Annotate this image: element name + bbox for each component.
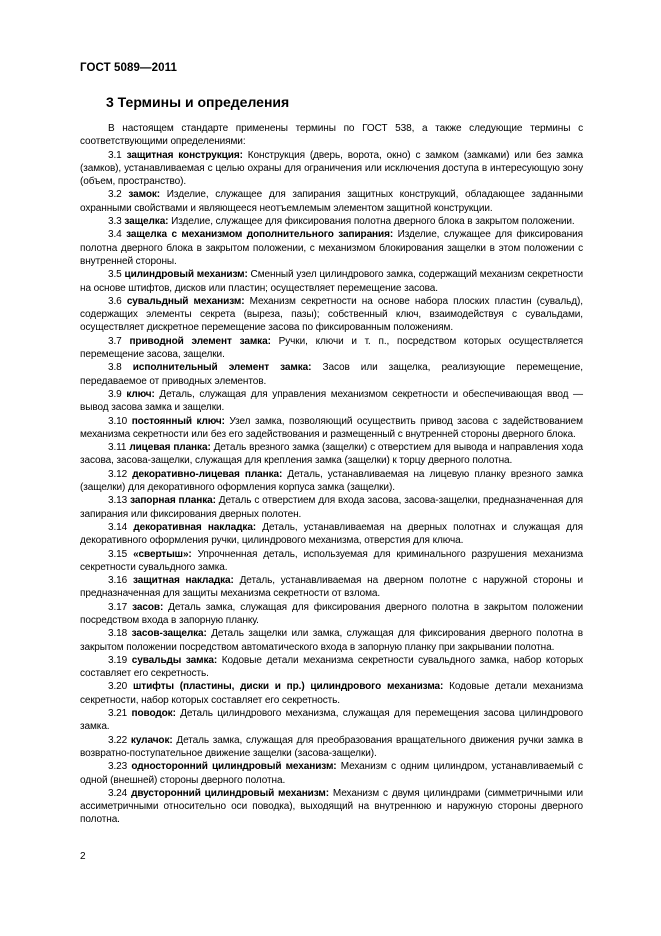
term-definition: Деталь защелки или замка, служащая для фиксирования дверного полотна в закрытом положении посредством автоматического входа в запорную планку при закрывании полотна. <box>80 628 584 653</box>
term-number: 3.8 <box>108 362 122 374</box>
term-number: 3.5 <box>108 269 122 281</box>
term-number: 3.12 <box>108 468 128 480</box>
term-definition-paragraph <box>80 521 583 548</box>
term-definition-paragraph <box>80 415 583 442</box>
term-definition: Конструкция (дверь, ворота, окно) с замком (замками) или без замка (замков), устанавливаемая с целью охраны для ограничения или исключения доступа в интересующую зону (объем, пространство). <box>80 149 583 188</box>
term-definition: Ручки, ключи и т. п., посредством которых осуществляется перемещение засова, защелки. <box>80 335 583 361</box>
term-definition: Механизм с двумя цилиндрами (симметричными или ассиметричными относительно оси поводка), выходящий на внутреннюю и наружную стороны дверного полотна. <box>80 787 583 826</box>
term-name: кулачок: <box>130 734 173 746</box>
term-definition: Упрочненная деталь, используемая для криминального разрушения механизма секретности сувальдного замка. <box>80 548 583 573</box>
term-name: двусторонний цилиндровый механизм: <box>131 787 329 799</box>
term-definition: Изделие, служащее для запирания защитных конструкций, обладающее заданными охранными свойствами и являющееся неотъемлемым элементом защитной конструкции. <box>80 189 583 214</box>
term-name: приводной элемент замка: <box>129 335 271 347</box>
term-definition: Кодовые детали механизма секретности сувальдного замка, набор которых составляет его секретность. <box>80 654 583 680</box>
document-body <box>80 122 583 827</box>
term-definition-paragraph <box>80 734 583 761</box>
term-number: 3.21 <box>108 708 128 720</box>
term-name: запорная планка: <box>130 495 216 507</box>
term-definition-paragraph <box>80 654 583 681</box>
term-name: декоративная накладка: <box>133 521 257 533</box>
term-number: 3.7 <box>108 335 122 347</box>
term-definition-paragraph <box>80 494 583 521</box>
term-name: сувальдный механизм: <box>126 295 245 307</box>
term-name: цилиндровый механизм: <box>124 269 248 281</box>
term-number: 3.17 <box>108 601 128 613</box>
term-definition: Изделие, служащее для фиксирования полотна дверного блока в закрытом положении. <box>171 216 575 228</box>
term-definition: Узел замка, позволяющий осуществить привод засова с задействованием механизма секретности или без его задействования и размещенный с внутренней стороны дверного блока. <box>80 415 583 440</box>
term-definition: Изделие, служащее для фиксирования полотна дверного блока в закрытом положении, с механизмом блокирования защелки в этом положении с внутренней стороны. <box>80 229 583 267</box>
term-definition: Деталь, устанавливаемая на лицевую планку врезного замка (защелки) для декоративного оформления корпуса замка (защелки). <box>80 468 583 494</box>
term-number: 3.23 <box>108 761 128 773</box>
term-number: 3.9 <box>108 388 122 400</box>
term-definition: Деталь цилиндрового механизма, служащая для перемещения засова цилиндрового замка. <box>80 708 583 733</box>
term-definition-paragraph <box>80 335 583 362</box>
term-definition-paragraph <box>80 787 583 827</box>
term-name: штифты (пластины, диски и пр.) цилиндрового механизма: <box>132 681 444 693</box>
term-number: 3.13 <box>108 495 128 507</box>
term-name: исполнительный элемент замка: <box>132 362 312 374</box>
term-definition-paragraph <box>80 268 583 295</box>
term-name: «свертыш»: <box>133 548 192 560</box>
term-definition: Деталь замка, служащая для преобразования вращательного движения ручки замка в возвратно-поступательное движение защелки (засова-защелки). <box>80 734 583 759</box>
term-name: защелка с механизмом дополнительного запирания: <box>126 229 394 241</box>
term-number: 3.14 <box>108 521 128 533</box>
document-code-header: ГОСТ 5089—2011 <box>80 62 177 74</box>
term-definition-paragraph <box>80 627 583 654</box>
term-definition-paragraph <box>80 188 583 215</box>
terms-list <box>80 149 583 827</box>
term-name: лицевая планка: <box>129 442 211 454</box>
term-name: декоративно-лицевая планка: <box>132 468 283 480</box>
term-definition-paragraph <box>80 149 583 189</box>
term-number: 3.6 <box>108 295 122 307</box>
term-definition-paragraph <box>80 388 583 415</box>
term-definition: Деталь, устанавливаемая на дверных полотнах и служащая для декоративного оформления ручки, цилиндрового механизма, отверстия для ключа. <box>80 521 583 547</box>
term-number: 3.10 <box>108 415 128 427</box>
term-definition: Деталь замка, служащая для фиксирования дверного полотна в закрытом положении посредством входа в запорную планку. <box>80 601 583 626</box>
term-name: сувальды замка: <box>131 654 218 666</box>
term-name: ключ: <box>126 388 155 400</box>
term-definition: Кодовые детали механизма секретности, набор которых составляет его секретность. <box>80 681 583 706</box>
term-number: 3.19 <box>108 654 128 666</box>
term-definition: Деталь, служащая для управления механизмом секретности и обеспечивающая ввод — вывод засова замка и защелки. <box>80 388 583 414</box>
term-definition-paragraph <box>80 468 583 495</box>
term-name: защитная конструкция: <box>126 149 243 161</box>
intro-paragraph: В настоящем стандарте применены термины по ГОСТ 538, а также следующие термины с соответствующими определениями: <box>80 123 583 148</box>
term-definition: Механизм с одним цилиндром, устанавливаемый с одной (внешней) стороны дверного полотна. <box>80 761 583 786</box>
term-name: защелка: <box>124 216 169 228</box>
term-number: 3.11 <box>108 442 127 454</box>
term-number: 3.3 <box>108 216 122 228</box>
term-name: постоянный ключ: <box>131 415 225 427</box>
term-name: засов-защелка: <box>131 628 207 640</box>
term-number: 3.15 <box>108 548 128 560</box>
term-definition-paragraph <box>80 228 583 268</box>
term-definition: Деталь, устанавливаемая на дверном полотне с наружной стороны и предназначенная для защиты механизма секретности от взлома. <box>80 575 583 600</box>
term-number: 3.24 <box>108 787 128 799</box>
term-definition-paragraph <box>80 601 583 628</box>
term-number: 3.2 <box>108 189 122 201</box>
term-definition: Сменный узел цилиндрового замка, содержащий механизм секретности на основе штифтов, дисков или пластин; осуществляет перемещение засова. <box>80 269 583 294</box>
term-definition-paragraph <box>80 680 583 707</box>
term-definition-paragraph <box>80 295 583 335</box>
term-definition: Механизм секретности на основе набора плоских пластин (сувальд), содержащих элементы секрета (выреза, пазы); собственный ключ, взаимодействуя с сувальдами, осуществляет дискретное перемещение засова по фиксированным положениям. <box>80 295 583 334</box>
term-definition-paragraph <box>80 215 583 228</box>
section-title: 3 Термины и определения <box>106 94 290 110</box>
term-number: 3.18 <box>108 628 128 640</box>
term-definition: Засов или защелка, реализующие перемещение, передаваемое от приводных элементов. <box>80 362 583 387</box>
term-definition-paragraph <box>80 548 583 575</box>
term-definition-paragraph <box>80 574 583 601</box>
term-definition-paragraph <box>80 441 583 468</box>
term-definition: Деталь врезного замка (защелки) с отверстием для вывода и направления хода засова, засова-защелки, служащая для крепления замка (защелки) к торцу дверного полотна. <box>80 442 583 467</box>
term-name: замок: <box>128 189 161 201</box>
term-name: поводок: <box>131 708 176 720</box>
term-number: 3.1 <box>108 149 122 161</box>
term-number: 3.16 <box>108 575 128 587</box>
term-name: защитная накладка: <box>132 575 234 587</box>
term-name: односторонний цилиндровый механизм: <box>131 761 337 773</box>
term-definition-paragraph <box>80 361 583 388</box>
term-name: засов: <box>132 601 164 613</box>
term-number: 3.22 <box>108 734 128 746</box>
term-definition: Деталь с отверстием для входа засова, засова-защелки, предназначенная для запирания или фиксирования дверных полотен. <box>80 495 583 520</box>
term-definition-paragraph <box>80 760 583 787</box>
term-number: 3.20 <box>108 681 128 693</box>
page-number: 2 <box>80 851 86 862</box>
term-number: 3.4 <box>108 229 122 241</box>
term-definition-paragraph <box>80 707 583 734</box>
